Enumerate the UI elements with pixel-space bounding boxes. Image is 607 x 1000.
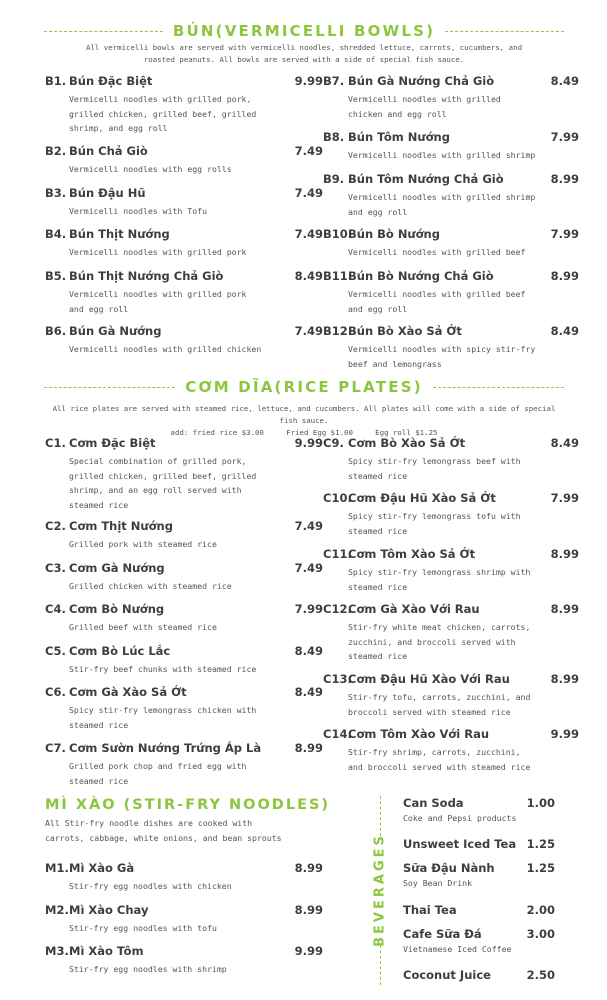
item-description: Grilled beef with steamed rice	[69, 622, 217, 632]
com-section-title: CƠM DĨA(RICE PLATES)	[185, 378, 423, 396]
item-code: C2.	[45, 519, 66, 533]
beverage-name: Sữa Đậu Nành	[403, 861, 495, 875]
item-name: Cơm Đặc Biệt	[69, 436, 156, 450]
item-price: 8.49	[294, 269, 323, 283]
item-description: Spicy stir-fry lemongrass shrimp with steamed rice	[348, 567, 531, 592]
item-description: Stir-fry egg noodles with shrimp	[69, 964, 227, 974]
mixao-section-title: MÌ XÀO (STIR-FRY NOODLES)	[45, 797, 331, 813]
item-price: 8.99	[294, 741, 323, 755]
item-price: 7.99	[550, 491, 579, 505]
beverage-name: Coconut Juice	[403, 968, 491, 982]
item-code: B12.	[323, 324, 353, 338]
item-code: C13.	[323, 672, 352, 686]
item-name: Bún Bò Nướng Chả Giò	[348, 269, 494, 283]
com-intro-line: All rice plates are served with steamed rice, lettuce, and cucumbers. All plates will come with a side of special fish sauce.	[52, 404, 556, 425]
item-name: Bún Bò Nướng	[348, 227, 440, 241]
beverage-name: Cafe Sữa Đá	[403, 927, 482, 941]
beverages-divider-top	[380, 796, 381, 836]
item-code: B3.	[45, 186, 67, 200]
item-price: 7.49	[294, 144, 323, 158]
item-code: B1.	[45, 74, 67, 88]
item-description: Vermicelli noodles with Tofu	[69, 206, 208, 216]
item-price: 7.99	[550, 227, 579, 241]
item-name: Cơm Thịt Nướng	[69, 519, 173, 533]
item-code: B2.	[45, 144, 67, 158]
item-code: B8.	[323, 130, 345, 144]
bun-intro	[44, 42, 564, 66]
item-code: B10.	[323, 227, 353, 241]
item-description: Vermicelli noodles with grilled shrimp	[348, 150, 536, 160]
beverages-divider-bottom	[380, 945, 381, 985]
com-section-header	[44, 378, 564, 396]
item-name: Mì Xào Chay	[69, 903, 149, 917]
item-name: Bún Tôm Nướng	[348, 130, 450, 144]
item-name: Mì Xào Tôm	[69, 944, 144, 958]
item-name: Cơm Tôm Xào Sả Ớt	[348, 547, 476, 561]
item-description: Spicy stir-fry lemongrass beef with steamed rice	[348, 456, 521, 481]
item-description: Stir-fry beef chunks with steamed rice	[69, 664, 257, 674]
item-code: C12.	[323, 602, 352, 616]
item-description: Vermicelli noodles with grilled pork, grilled chicken, grilled beef, grilled shrimp, and egg roll	[69, 94, 257, 133]
item-name: Mì Xào Gà	[69, 861, 135, 875]
bun-section-header	[44, 22, 564, 40]
item-price: 7.49	[294, 519, 323, 533]
header-divider	[433, 387, 564, 388]
item-description: Stir-fry white meat chicken, carrots, zucchini, and broccoli served with steamed rice	[348, 622, 531, 661]
item-price: 9.99	[294, 944, 323, 958]
item-code: C10.	[323, 491, 352, 505]
item-code: C6.	[45, 685, 66, 699]
item-name: Bún Bò Xào Sả Ớt	[348, 324, 462, 338]
beverage-name: Thai Tea	[403, 903, 457, 917]
item-description: Stir-fry egg noodles with tofu	[69, 923, 217, 933]
item-name: Cơm Đậu Hũ Xào Với Rau	[348, 672, 510, 686]
item-price: 9.99	[294, 74, 323, 88]
header-divider	[445, 31, 564, 32]
item-name: Bún Tôm Nướng Chả Giò	[348, 172, 504, 186]
item-description: Special combination of grilled pork, grilled chicken, grilled beef, grilled shrimp, and an egg roll served with steamed rice	[69, 456, 257, 510]
item-description: Vermicelli noodles with grilled pork and egg roll	[69, 289, 247, 314]
item-description: Vermicelli noodles with grilled beef	[348, 247, 526, 257]
beverage-price: 3.00	[526, 927, 555, 941]
bun-intro-line: roasted peanuts. All bowls are served with a side of special fish sauce.	[143, 55, 465, 64]
item-price: 8.99	[550, 172, 579, 186]
item-price: 8.49	[550, 74, 579, 88]
item-name: Cơm Bò Nướng	[69, 602, 165, 616]
item-code: B5.	[45, 269, 67, 283]
beverage-description: Coke and Pepsi products	[403, 813, 517, 823]
item-name: Bún Đậu Hũ	[69, 186, 146, 200]
item-code: M1.	[45, 861, 69, 875]
item-code: B7.	[323, 74, 345, 88]
beverage-description: Soy Bean Drink	[403, 878, 473, 888]
item-price: 8.99	[550, 547, 579, 561]
beverage-name: Can Soda	[403, 796, 464, 810]
item-description: Stir-fry egg noodles with chicken	[69, 881, 232, 891]
item-name: Cơm Tôm Xào Với Rau	[348, 727, 490, 741]
item-description: Vermicelli noodles with grilled beef and egg roll	[348, 289, 526, 314]
item-price: 8.49	[550, 436, 579, 450]
item-price: 8.99	[294, 903, 323, 917]
item-price: 8.99	[550, 672, 579, 686]
item-name: Bún Gà Nướng Chả Giò	[348, 74, 495, 88]
item-code: B11.	[323, 269, 353, 283]
item-code: C4.	[45, 602, 66, 616]
item-description: Vermicelli noodles with grilled shrimp and egg roll	[348, 192, 536, 217]
bun-section-title: BÚN(VERMICELLI BOWLS)	[172, 22, 436, 40]
beverages-label: BEVERAGES	[372, 833, 388, 947]
header-divider	[44, 387, 175, 388]
item-name: Bún Thịt Nướng Chả Giò	[69, 269, 224, 283]
item-price: 7.49	[294, 561, 323, 575]
item-description: Vermicelli noodles with grilled chicken	[69, 344, 262, 354]
item-code: M2.	[45, 903, 69, 917]
item-name: Cơm Bò Xào Sả Ớt	[348, 436, 466, 450]
beverage-price: 1.00	[526, 796, 555, 810]
item-name: Bún Chả Giò	[69, 144, 148, 158]
beverage-description: Vietnamese Iced Coffee	[403, 944, 512, 954]
item-name: Cơm Sườn Nướng Trứng Áp Là	[69, 741, 262, 755]
item-code: C11.	[323, 547, 352, 561]
item-description: Spicy stir-fry lemongrass chicken with steamed rice	[69, 705, 257, 730]
item-price: 9.99	[294, 436, 323, 450]
item-description: Stir-fry tofu, carrots, zucchini, and broccoli served with steamed rice	[348, 692, 531, 717]
item-price: 7.49	[294, 324, 323, 338]
item-name: Bún Thịt Nướng	[69, 227, 170, 241]
item-description: Vermicelli noodles with spicy stir-fry beef and lemongrass	[348, 344, 536, 369]
item-description: Grilled chicken with steamed rice	[69, 581, 232, 591]
item-price: 7.99	[550, 130, 579, 144]
item-description: Grilled pork with steamed rice	[69, 539, 217, 549]
item-price: 8.99	[550, 602, 579, 616]
item-code: C9.	[323, 436, 344, 450]
bun-intro-line: All vermicelli bowls are served with vermicelli noodles, shredded lettuce, carrots, cucumbers, and	[85, 43, 523, 52]
item-code: C7.	[45, 741, 66, 755]
header-divider	[44, 31, 163, 32]
item-code: C3.	[45, 561, 66, 575]
beverage-price: 1.25	[526, 837, 555, 851]
item-name: Bún Gà Nướng	[69, 324, 162, 338]
com-intro-addons: add: fried rice $3.00 Fried Egg $1.00 Egg roll $1.25	[170, 428, 438, 437]
item-price: 8.49	[294, 685, 323, 699]
item-name: Cơm Gà Nướng	[69, 561, 165, 575]
item-code: C1.	[45, 436, 66, 450]
item-name: Cơm Gà Xào Với Rau	[348, 602, 480, 616]
item-name: Cơm Gà Xào Sả Ớt	[69, 685, 187, 699]
mixao-intro: All Stir-fry noodle dishes are cooked with carrots, cabbage, white onions, and bean sprouts	[45, 818, 282, 843]
item-name: Cơm Đậu Hũ Xào Sả Ớt	[348, 491, 496, 505]
item-price: 8.49	[294, 644, 323, 658]
item-description: Vermicelli noodles with grilled chicken and egg roll	[348, 94, 501, 119]
item-price: 9.99	[550, 727, 579, 741]
item-description: Spicy stir-fry lemongrass tofu with steamed rice	[348, 511, 521, 536]
item-code: M3.	[45, 944, 69, 958]
item-price: 7.49	[294, 227, 323, 241]
beverage-name: Unsweet Iced Tea	[403, 837, 517, 851]
item-price: 8.49	[550, 324, 579, 338]
item-name: Cơm Bò Lúc Lắc	[69, 644, 171, 658]
item-description: Grilled pork chop and fried egg with steamed rice	[69, 761, 247, 786]
item-code: B6.	[45, 324, 67, 338]
item-code: B4.	[45, 227, 67, 241]
beverage-price: 2.00	[526, 903, 555, 917]
item-description: Vermicelli noodles with grilled pork	[69, 247, 247, 257]
beverage-price: 1.25	[526, 861, 555, 875]
item-code: C5.	[45, 644, 66, 658]
item-name: Bún Đặc Biệt	[69, 74, 153, 88]
item-code: B9.	[323, 172, 345, 186]
item-price: 7.49	[294, 186, 323, 200]
item-description: Stir-fry shrimp, carrots, zucchini, and broccoli served with steamed rice	[348, 747, 531, 772]
item-description: Vermicelli noodles with egg rolls	[69, 164, 232, 174]
com-intro	[44, 403, 564, 439]
item-price: 8.99	[550, 269, 579, 283]
item-code: C14.	[323, 727, 352, 741]
item-price: 8.99	[294, 861, 323, 875]
item-price: 7.99	[294, 602, 323, 616]
beverage-price: 2.50	[526, 968, 555, 982]
